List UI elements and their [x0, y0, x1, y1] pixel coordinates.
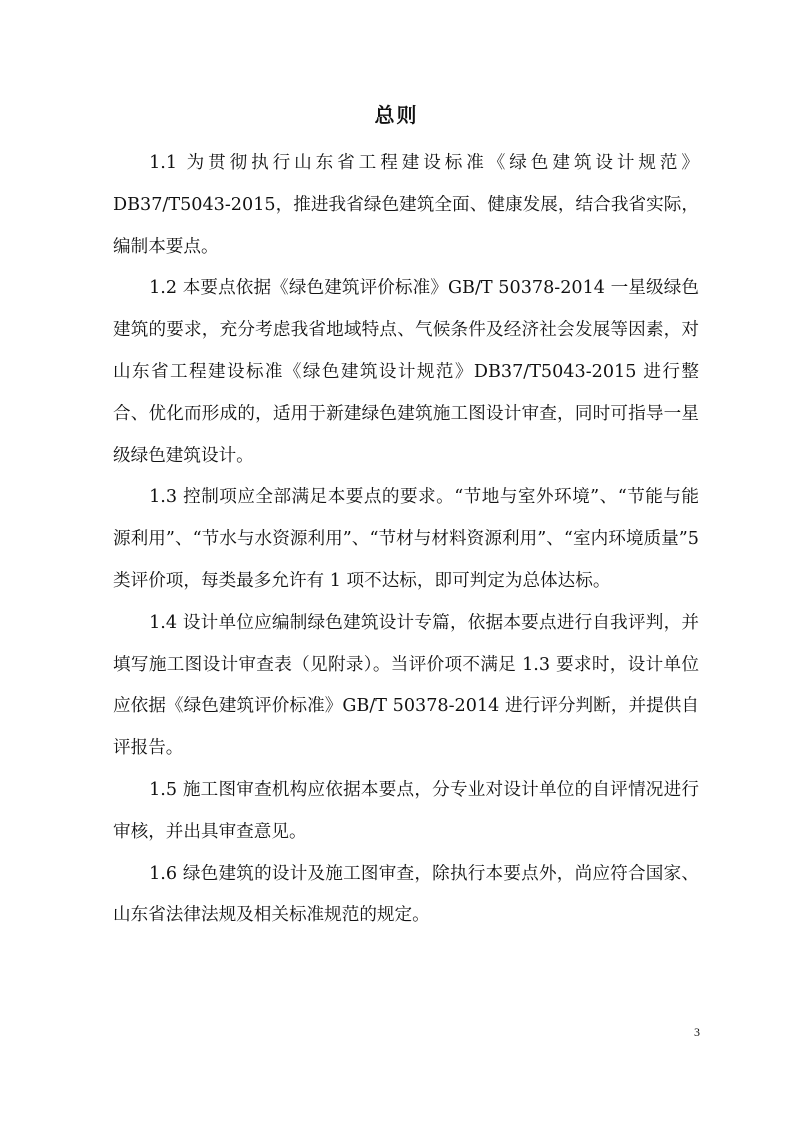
paragraph-1-4: 1.4 设计单位应编制绿色建筑设计专篇，依据本要点进行自我评判，并填写施工图设计审查表（见附录）。当评价项不满足 1.3 要求时，设计单位应依据《绿色建筑评价标准》GB/T 50378-2014 进行评分判断，并提供自评报告。	[113, 612, 699, 759]
page-title: 总则	[374, 103, 419, 127]
paragraph-1-5: 1.5 施工图审查机构应依据本要点，分专业对设计单位的自评情况进行审核，并出具审查意见。	[113, 779, 699, 842]
paragraph-1-2: 1.2 本要点依据《绿色建筑评价标准》GB/T 50378-2014 一星级绿色建筑的要求，充分考虑我省地域特点、气候条件及经济社会发展等因素，对山东省工程建设标准《绿色建筑设计规范》DB37/T5043-2015 进行整合、优化而形成的，适用于新建绿色建筑施工图设计审查，同时可指导一星级绿色建筑设计。	[113, 278, 699, 466]
paragraph-1-1: 1.1 为贯彻执行山东省工程建设标准《绿色建筑设计规范》DB37/T5043-2015，推进我省绿色建筑全面、健康发展，结合我省实际，编制本要点。	[113, 153, 699, 257]
page-number: 3	[694, 1025, 700, 1039]
paragraph-1-3: 1.3 控制项应全部满足本要点的要求。“节地与室外环境”、“节能与能源利用”、“节水与水资源利用”、“节材与材料资源利用”、“室内环境质量”5 类评价项，每类最多允许有 1 项不达标，即可判定为总体达标。	[113, 487, 699, 591]
document-body	[113, 143, 699, 937]
paragraph-1-6: 1.6 绿色建筑的设计及施工图审查，除执行本要点外，尚应符合国家、山东省法律法规及相关标准规范的规定。	[113, 863, 699, 926]
